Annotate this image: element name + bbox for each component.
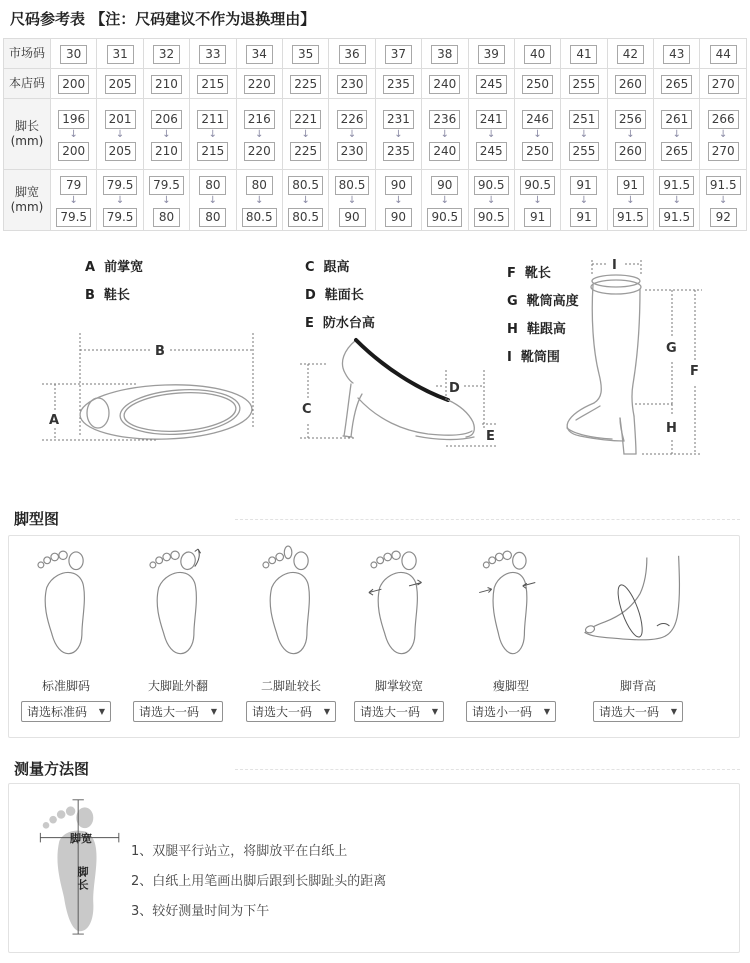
size-value-box: 235 — [383, 75, 414, 94]
letter-H: H — [666, 421, 677, 436]
size-value-box: 40 — [524, 45, 551, 64]
down-arrow-icon: ↓ — [672, 128, 681, 140]
row-market-size — [4, 39, 747, 69]
range-to-box: 80 — [199, 208, 226, 227]
size-range-cell — [329, 99, 375, 170]
range-to-box: 79.5 — [56, 208, 91, 227]
down-arrow-icon: ↓ — [115, 194, 125, 206]
measure-step: 2、白纸上用笔画出脚后跟到长脚趾头的距离 — [131, 874, 387, 889]
size-cell — [561, 69, 607, 99]
down-arrow-icon: ↓ — [487, 194, 496, 206]
size-range-cell — [190, 99, 236, 170]
size-value-box: 230 — [337, 75, 368, 94]
dropdown-arrow-icon: ▼ — [543, 707, 550, 716]
size-range-cell — [654, 170, 700, 231]
size-cell — [514, 69, 560, 99]
size-value-box: 37 — [385, 45, 412, 64]
down-arrow-icon: ↓ — [440, 128, 450, 140]
range-from-box: 236 — [429, 110, 460, 129]
size-range-cell — [654, 99, 700, 170]
size-value-box: 200 — [58, 75, 89, 94]
down-arrow-icon: ↓ — [208, 194, 218, 206]
foot-type-label: 二脚趾较长 — [260, 679, 321, 693]
down-arrow-icon: ↓ — [115, 128, 125, 140]
size-cell — [97, 39, 143, 69]
size-range-cell — [514, 170, 560, 231]
high-heel-side-diagram — [296, 326, 501, 471]
size-value-box: 43 — [663, 45, 690, 64]
letter-C: C — [302, 402, 312, 417]
separator-line — [235, 769, 740, 770]
range-to-box: 90 — [385, 208, 412, 227]
range-to-box: 250 — [522, 142, 553, 161]
size-cell — [700, 69, 747, 99]
size-cell — [375, 39, 421, 69]
range-to-box: 240 — [429, 142, 460, 161]
foot-type-label: 脚背高 — [619, 679, 656, 693]
row-label-foot-length: 脚长 (mm) — [4, 99, 51, 170]
foot-type-label: 瘦脚型 — [492, 679, 529, 693]
foot-type-wide — [349, 544, 449, 722]
legend-item — [85, 258, 143, 286]
select-value: 请选大一码 — [252, 705, 313, 719]
range-from-box: 241 — [476, 110, 507, 129]
legend-key: B — [85, 288, 95, 303]
legend-key: I — [507, 350, 512, 365]
range-to-box: 91 — [570, 208, 597, 227]
measurement-steps — [131, 842, 386, 932]
down-arrow-icon: ↓ — [626, 194, 635, 206]
size-range-cell — [97, 99, 143, 170]
foot-type-long-second-toe — [241, 544, 341, 722]
range-from-box: 231 — [383, 110, 414, 129]
letter-A: A — [49, 413, 60, 428]
legend-key: C — [305, 260, 315, 275]
select-value: 请选大一码 — [599, 705, 660, 719]
range-to-box: 91.5 — [659, 208, 694, 227]
size-range-cell — [422, 99, 468, 170]
separator-line — [235, 519, 740, 520]
down-arrow-icon: ↓ — [347, 128, 357, 140]
range-from-box: 216 — [244, 110, 275, 129]
down-arrow-icon: ↓ — [626, 128, 635, 140]
foot-type-label: 大脚趾外翻 — [147, 679, 208, 693]
legend-item — [85, 286, 143, 314]
size-cell — [282, 39, 328, 69]
size-cell — [143, 39, 189, 69]
foot-narrow-icon — [469, 544, 553, 657]
size-value-box: 32 — [153, 45, 180, 64]
dropdown-arrow-icon: ▼ — [210, 707, 217, 716]
size-cell — [51, 69, 97, 99]
down-arrow-icon: ↓ — [301, 194, 310, 206]
size-range-cell — [282, 170, 328, 231]
down-arrow-icon: ↓ — [162, 128, 171, 140]
range-to-box: 270 — [708, 142, 739, 161]
row-foot-width — [4, 170, 747, 231]
down-arrow-icon: ↓ — [579, 194, 589, 206]
down-arrow-icon: ↓ — [208, 128, 218, 140]
range-from-box: 251 — [569, 110, 600, 129]
size-range-cell — [561, 99, 607, 170]
size-value-box: 255 — [569, 75, 600, 94]
range-from-box: 201 — [105, 110, 136, 129]
size-value-box: 265 — [661, 75, 692, 94]
range-from-box: 221 — [290, 110, 321, 129]
legend-key: D — [305, 288, 316, 303]
row-label-store: 本店码 — [4, 69, 51, 99]
size-cell — [329, 69, 375, 99]
size-value-box: 39 — [478, 45, 505, 64]
down-arrow-icon: ↓ — [69, 194, 78, 206]
legend-group-flat — [85, 258, 143, 314]
size-value-box: 225 — [290, 75, 321, 94]
foot-bunion-icon — [136, 544, 220, 657]
size-value-box: 42 — [617, 45, 644, 64]
range-to-box: 265 — [661, 142, 692, 161]
size-range-cell — [375, 99, 421, 170]
foot-type-select-wide[interactable] — [354, 701, 444, 722]
size-range-cell — [51, 99, 97, 170]
size-cell — [514, 39, 560, 69]
down-arrow-icon: ↓ — [533, 194, 542, 206]
size-cell — [97, 69, 143, 99]
size-cell — [236, 69, 282, 99]
size-cell — [190, 69, 236, 99]
size-range-cell — [422, 170, 468, 231]
size-cell — [236, 39, 282, 69]
size-cell — [329, 39, 375, 69]
range-to-box: 255 — [569, 142, 600, 161]
down-arrow-icon: ↓ — [487, 128, 496, 140]
range-to-box: 235 — [383, 142, 414, 161]
range-to-box: 80.5 — [242, 208, 277, 227]
down-arrow-icon: ↓ — [162, 194, 171, 206]
down-arrow-icon: ↓ — [579, 128, 589, 140]
size-value-box: 34 — [246, 45, 273, 64]
letter-D: D — [449, 381, 460, 396]
down-arrow-icon: ↓ — [394, 194, 403, 206]
letter-F: F — [690, 364, 699, 379]
range-from-box: 91 — [570, 176, 597, 195]
size-range-cell — [51, 170, 97, 231]
range-to-box: 215 — [197, 142, 228, 161]
size-range-cell — [607, 99, 653, 170]
legend-label: 跟高 — [323, 260, 350, 275]
letter-B: B — [155, 344, 165, 359]
legend-label: 靴筒高度 — [526, 294, 579, 309]
foot-type-select-long-second-toe[interactable] — [246, 701, 336, 722]
foot-high-instep-icon — [580, 544, 697, 657]
dropdown-arrow-icon: ▼ — [98, 707, 105, 716]
range-from-box: 79.5 — [103, 176, 138, 195]
size-range-cell — [468, 170, 514, 231]
range-to-box: 91.5 — [613, 208, 648, 227]
row-label-foot-width: 脚宽 (mm) — [4, 170, 51, 231]
down-arrow-icon: ↓ — [301, 128, 310, 140]
size-value-box: 260 — [615, 75, 646, 94]
foot-wide-icon — [357, 544, 441, 657]
legend-label: 鞋面长 — [324, 288, 364, 303]
size-value-box: 44 — [710, 45, 737, 64]
foot-width-label: 脚宽 — [70, 832, 92, 845]
size-value-box: 270 — [708, 75, 739, 94]
size-cell — [282, 69, 328, 99]
down-arrow-icon: ↓ — [347, 194, 357, 206]
letter-I: I — [612, 258, 617, 273]
legend-label: 鞋长 — [103, 288, 130, 303]
measurement-legend-section — [0, 252, 750, 482]
range-from-box: 211 — [197, 110, 228, 129]
legend-label: 靴筒围 — [520, 350, 560, 365]
row-label-market: 市场码 — [4, 39, 51, 69]
down-arrow-icon: ↓ — [719, 194, 728, 206]
row-store-size — [4, 69, 747, 99]
range-to-box: 79.5 — [103, 208, 138, 227]
foot-length-label: 脚长 — [76, 866, 89, 892]
foot-type-select-bunion[interactable] — [133, 701, 223, 722]
size-value-box: 220 — [244, 75, 275, 94]
flat-shoe-top-view-diagram — [38, 328, 268, 473]
range-to-box: 90.5 — [427, 208, 462, 227]
legend-label: 防水台高 — [322, 316, 375, 331]
size-value-box: 245 — [476, 75, 507, 94]
foot-type-select-high-instep[interactable] — [593, 701, 683, 722]
range-from-box: 90.5 — [520, 176, 555, 195]
foot-type-label: 标准脚码 — [41, 679, 90, 693]
range-from-box: 90 — [385, 176, 412, 195]
down-arrow-icon: ↓ — [255, 194, 264, 206]
foot-type-select-standard[interactable] — [21, 701, 111, 722]
row-foot-length — [4, 99, 747, 170]
measure-step: 3、较好测量时间为下午 — [131, 904, 270, 919]
foot-type-high-instep — [558, 544, 718, 722]
range-from-box: 79 — [60, 176, 87, 195]
size-range-cell — [190, 170, 236, 231]
range-to-box: 220 — [244, 142, 275, 161]
range-from-box: 261 — [661, 110, 692, 129]
size-range-cell — [143, 170, 189, 231]
size-range-cell — [97, 170, 143, 231]
range-from-box: 91.5 — [659, 176, 694, 195]
range-to-box: 230 — [337, 142, 368, 161]
range-to-box: 92 — [710, 208, 737, 227]
size-cell — [468, 69, 514, 99]
range-to-box: 80 — [153, 208, 180, 227]
range-from-box: 90 — [431, 176, 458, 195]
size-value-box: 41 — [570, 45, 597, 64]
legend-item — [305, 258, 375, 286]
down-arrow-icon: ↓ — [719, 128, 728, 140]
down-arrow-icon: ↓ — [440, 194, 450, 206]
legend-label: 鞋跟高 — [526, 322, 566, 337]
select-value: 请选大一码 — [360, 705, 421, 719]
size-range-cell — [329, 170, 375, 231]
size-value-box: 205 — [105, 75, 136, 94]
size-value-box: 250 — [522, 75, 553, 94]
size-value-box: 210 — [151, 75, 182, 94]
foot-standard-icon — [24, 544, 108, 657]
size-cell — [561, 39, 607, 69]
foot-type-select-narrow[interactable] — [466, 701, 556, 722]
range-to-box: 91 — [524, 208, 551, 227]
range-from-box: 196 — [58, 110, 89, 129]
size-range-cell — [375, 170, 421, 231]
legend-key: A — [85, 260, 96, 275]
size-cell — [607, 39, 653, 69]
size-range-cell — [468, 99, 514, 170]
size-cell — [375, 69, 421, 99]
range-from-box: 91.5 — [706, 176, 741, 195]
foot-type-bunion — [128, 544, 228, 722]
range-from-box: 206 — [151, 110, 182, 129]
legend-item — [305, 286, 375, 314]
footprint-diagram — [29, 790, 133, 942]
range-from-box: 80 — [199, 176, 226, 195]
select-value: 请选大一码 — [139, 705, 200, 719]
measurement-section-title: 测量方法图 — [14, 760, 90, 778]
range-from-box: 226 — [337, 110, 368, 129]
range-from-box: 91 — [617, 176, 644, 195]
size-cell — [190, 39, 236, 69]
size-value-box: 31 — [107, 45, 134, 64]
range-from-box: 90.5 — [474, 176, 509, 195]
legend-key: E — [305, 316, 314, 331]
dropdown-arrow-icon: ▼ — [670, 707, 677, 716]
range-to-box: 210 — [151, 142, 182, 161]
dropdown-arrow-icon: ▼ — [323, 707, 330, 716]
page-title: 尺码参考表 【注：尺码建议不作为退换理由】 — [10, 10, 316, 28]
size-range-cell — [236, 170, 282, 231]
size-range-cell — [282, 99, 328, 170]
range-from-box: 79.5 — [149, 176, 184, 195]
range-from-box: 256 — [615, 110, 646, 129]
range-from-box: 246 — [522, 110, 553, 129]
size-cell — [422, 39, 468, 69]
size-range-cell — [236, 99, 282, 170]
legend-label: 靴长 — [524, 266, 551, 281]
size-value-box: 33 — [199, 45, 226, 64]
down-arrow-icon: ↓ — [533, 128, 542, 140]
size-range-cell — [700, 170, 747, 231]
size-cell — [51, 39, 97, 69]
range-from-box: 266 — [708, 110, 739, 129]
down-arrow-icon: ↓ — [69, 128, 78, 140]
range-to-box: 225 — [290, 142, 321, 161]
size-cell — [700, 39, 747, 69]
legend-key: H — [507, 322, 518, 337]
range-to-box: 245 — [476, 142, 507, 161]
size-cell — [143, 69, 189, 99]
select-value: 请选小一码 — [472, 705, 533, 719]
measure-step: 1、双腿平行站立，将脚放平在白纸上 — [131, 844, 348, 859]
foot-long-second-toe-icon — [249, 544, 333, 657]
down-arrow-icon: ↓ — [255, 128, 264, 140]
down-arrow-icon: ↓ — [672, 194, 681, 206]
range-to-box: 205 — [105, 142, 136, 161]
range-from-box: 80 — [246, 176, 273, 195]
measurement-box — [8, 783, 740, 953]
size-value-box: 30 — [60, 45, 87, 64]
size-cell — [468, 39, 514, 69]
size-cell — [654, 69, 700, 99]
range-from-box: 80.5 — [288, 176, 323, 195]
range-to-box: 90 — [339, 208, 366, 227]
size-range-cell — [514, 99, 560, 170]
size-cell — [422, 69, 468, 99]
size-range-cell — [561, 170, 607, 231]
size-table — [3, 38, 747, 231]
size-cell — [654, 39, 700, 69]
foot-type-standard — [16, 544, 116, 722]
range-to-box: 260 — [615, 142, 646, 161]
down-arrow-icon: ↓ — [394, 128, 403, 140]
range-to-box: 200 — [58, 142, 89, 161]
select-value: 请选标准码 — [27, 705, 88, 719]
size-value-box: 240 — [429, 75, 460, 94]
foot-type-box — [8, 535, 740, 738]
range-to-box: 80.5 — [288, 208, 323, 227]
foot-type-section-title: 脚型图 — [14, 510, 60, 528]
letter-E: E — [486, 429, 495, 444]
range-from-box: 80.5 — [335, 176, 370, 195]
legend-key: F — [507, 266, 516, 281]
size-value-box: 36 — [339, 45, 366, 64]
legend-key: G — [507, 294, 518, 309]
range-to-box: 90.5 — [474, 208, 509, 227]
foot-type-narrow — [461, 544, 561, 722]
boot-diagram — [562, 254, 712, 464]
dropdown-arrow-icon: ▼ — [431, 707, 438, 716]
size-value-box: 215 — [197, 75, 228, 94]
size-value-box: 35 — [292, 45, 319, 64]
size-value-box: 38 — [431, 45, 458, 64]
letter-G: G — [666, 341, 677, 356]
size-range-cell — [607, 170, 653, 231]
size-cell — [607, 69, 653, 99]
size-range-cell — [700, 99, 747, 170]
foot-type-label: 脚掌较宽 — [374, 679, 423, 693]
legend-label: 前掌宽 — [104, 260, 144, 275]
size-range-cell — [143, 99, 189, 170]
